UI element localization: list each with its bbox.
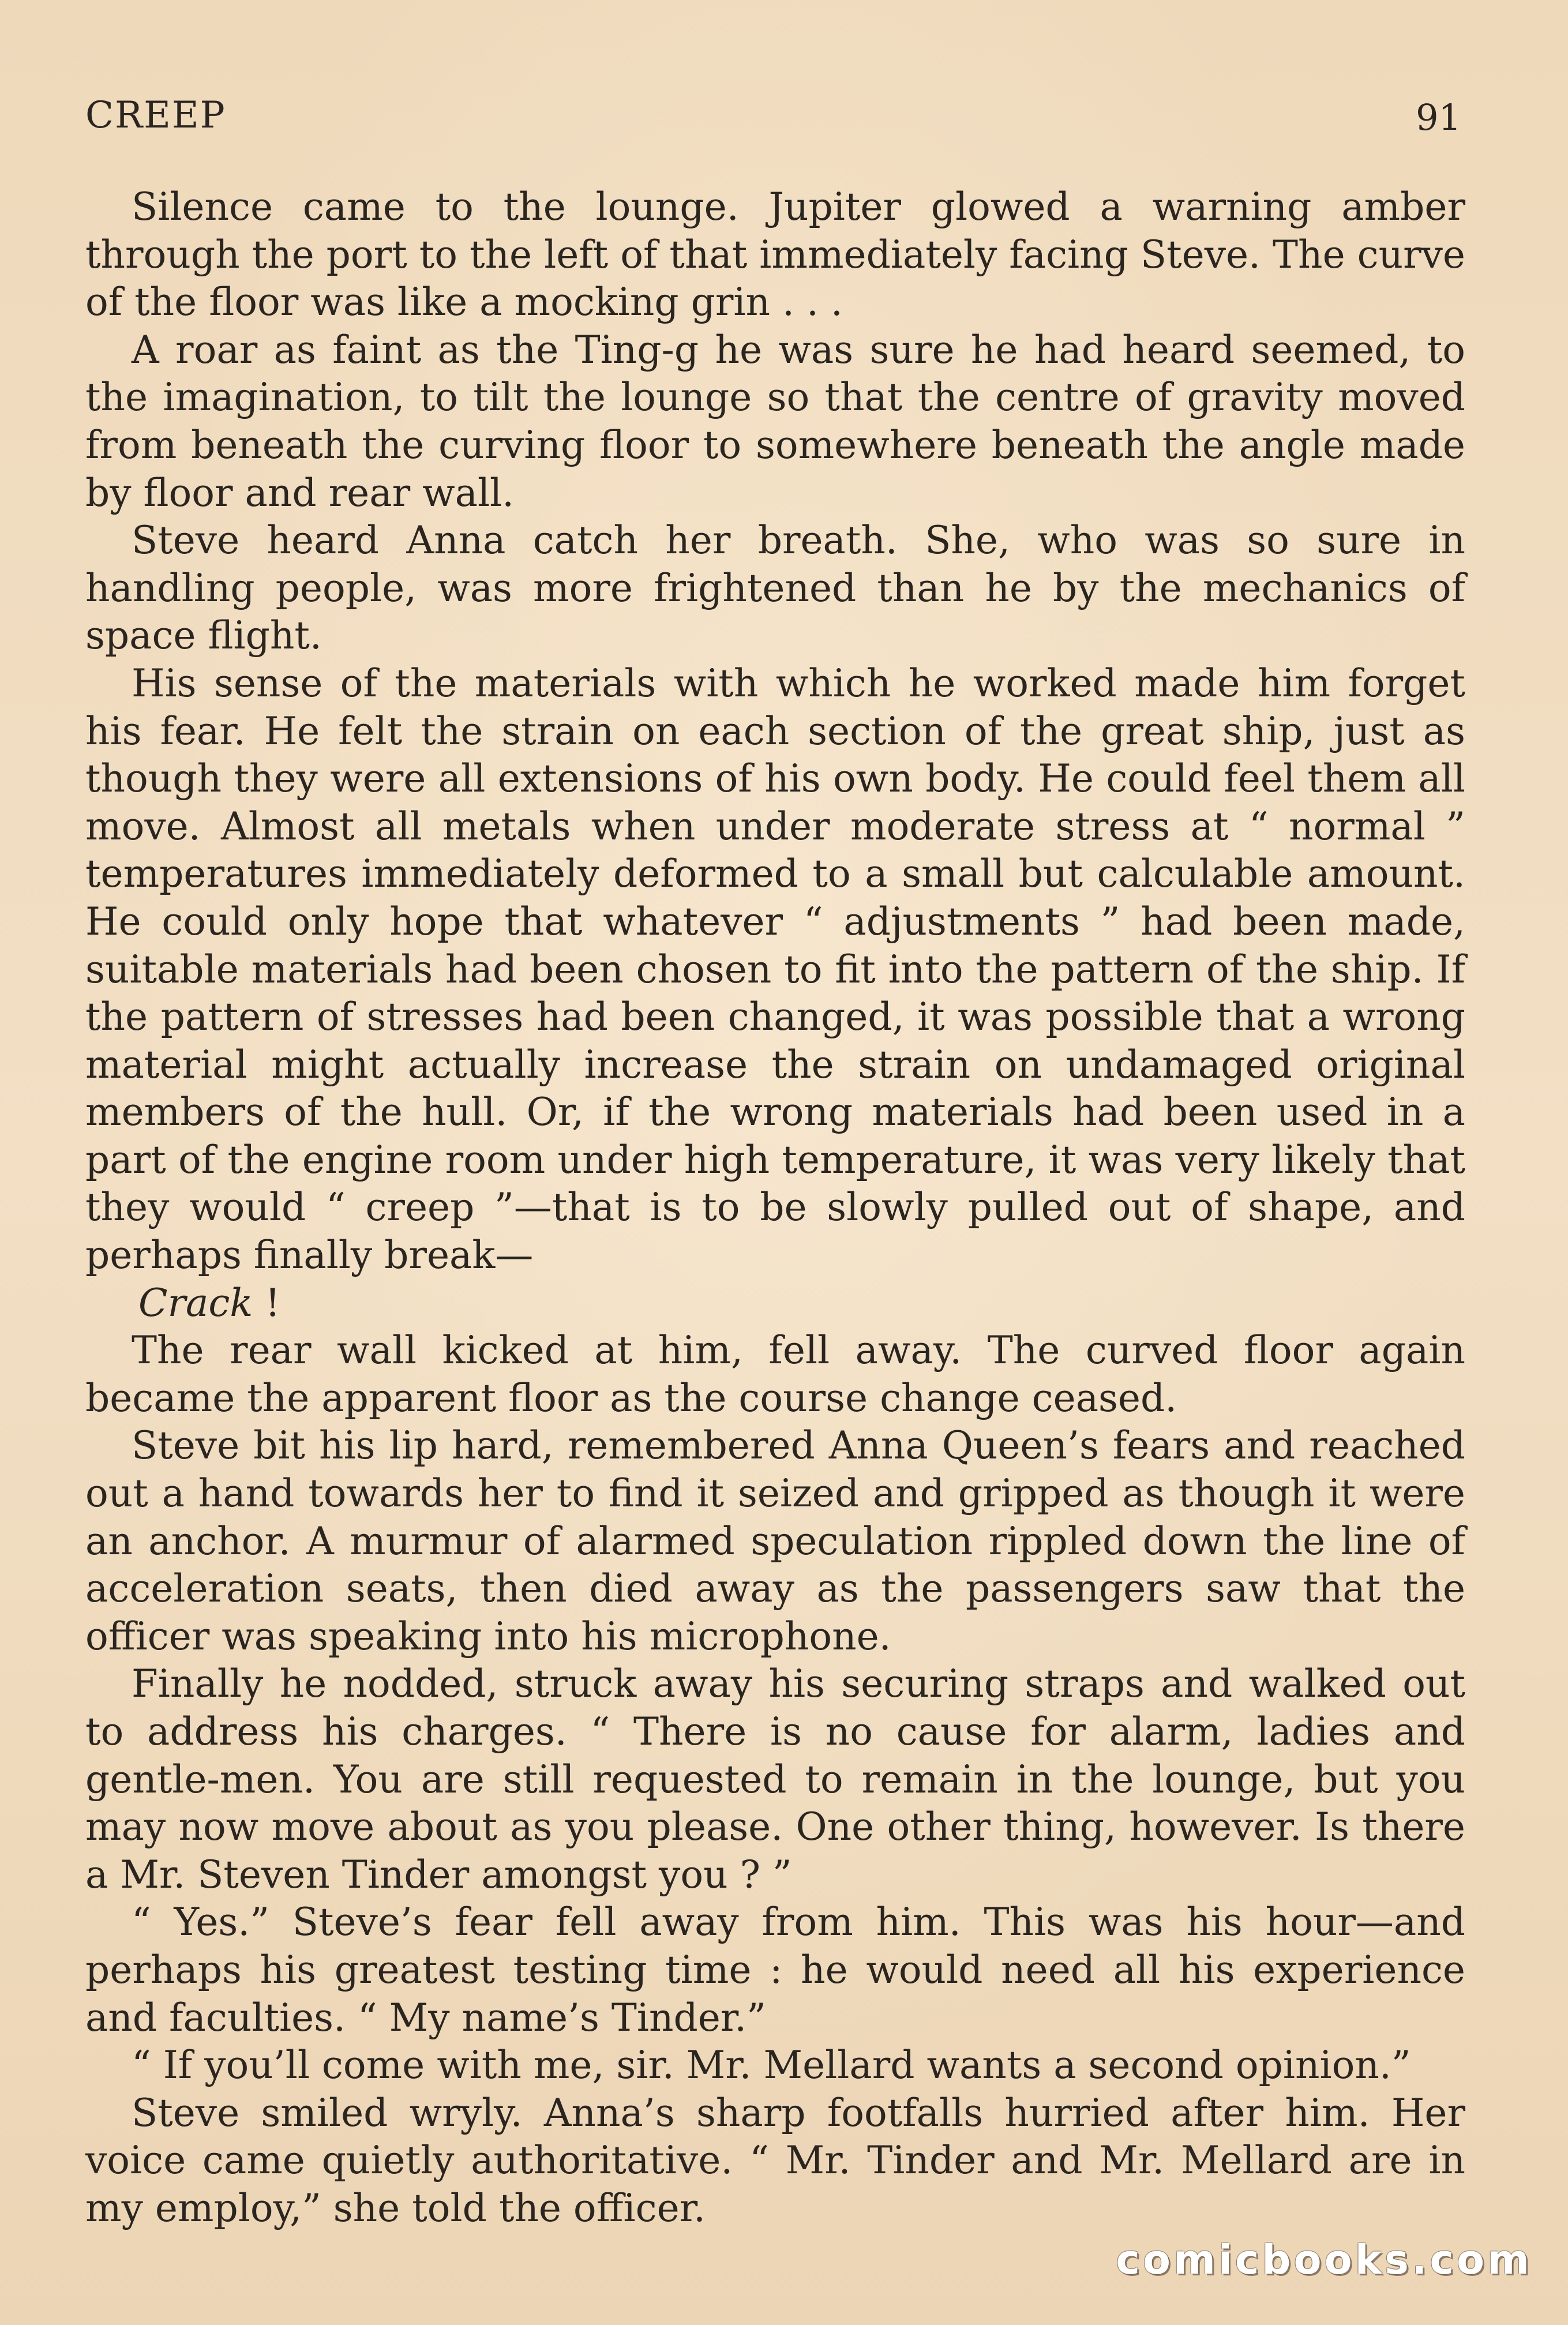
watermark-logo: comicbooks.com xyxy=(1116,2236,1532,2283)
paragraph-silence: Silence came to the lounge. Jupiter glowed a warning amber through the port to the left of that immediately facing Steve. The curve of the floor was like a mocking grin . . . xyxy=(85,185,1465,325)
body-text xyxy=(85,183,1465,2233)
paragraph-bit-lip: Steve bit his lip hard, remembered Anna Queen’s fears and reached out a hand towards her to find it seized and gripped as though it were an anchor. A murmur of alarmed speculation rippled down the line of acceleration seats, then died away as the passengers saw that the officer was speaking into his microphone. xyxy=(85,1423,1465,1659)
paragraph-come-with-me: “ If you’ll come with me, sir. Mr. Mellard wants a second opinion.” xyxy=(132,2043,1411,2088)
crack-word: Crack xyxy=(138,1280,253,1325)
paragraph-anna-breath: Steve heard Anna catch her breath. She, who was so sure in handling people, was more frightened than he by the mechanics of space flight. xyxy=(85,518,1465,658)
paragraph-materials: His sense of the materials with which he worked made him forget his fear. He felt the strain on each section of the great ship, just as though they were all extensions of his own body. He could feel them all move. Almost all metals when under moderate stress at “ normal ” temperatures immediately deformed to a small but calculable amount. He could only hope that whatever “ adjustments ” had been made, suitable materials had been chosen to fit into the pattern of the ship. If the pattern of stresses had been changed, it was possible that a wrong material might actually increase the strain on undamaged original members of the hull. Or, if the wrong materials had been used in a part of the engine room under high temperature, it was very likely that they would “ creep ”—that is to be slowly pulled out of shape, and perhaps finally break— xyxy=(85,661,1465,1278)
paragraph-smiled-wryly: Steve smiled wryly. Anna’s sharp footfalls hurried after him. Her voice came quietly authoritative. “ Mr. Tinder and Mr. Mellard are in my employ,” she told the officer. xyxy=(85,2090,1465,2230)
running-head: CREEP xyxy=(85,94,226,137)
paragraph-officer-address: Finally he nodded, struck away his securing straps and walked out to address his charges. “ There is no cause for alarm, ladies and gentle-men. You are still requested to remain in the lounge, but you may now move about as you please. One other thing, however. Is there a Mr. Steven Tinder amongst you ? ” xyxy=(85,1662,1465,1897)
paragraph-crack xyxy=(85,1280,1465,1327)
page-number: 91 xyxy=(1416,96,1461,138)
page-header xyxy=(85,89,1461,141)
paragraph-yes: “ Yes.” Steve’s fear fell away from him. This was his hour—and perhaps his greatest testing time : he would need all his experience and faculties. “ My name’s Tinder.” xyxy=(85,1900,1465,2040)
paragraph-roar: A roar as faint as the Ting-g he was sure he had heard seemed, to the imagination, to tilt the lounge so that the centre of gravity moved from beneath the curving floor to somewhere beneath the angle made by floor and rear wall. xyxy=(85,327,1465,515)
paragraph-rear-wall: The rear wall kicked at him, fell away. The curved floor again became the apparent floor as the course change ceased. xyxy=(85,1328,1465,1420)
crack-mark: ! xyxy=(253,1280,280,1325)
